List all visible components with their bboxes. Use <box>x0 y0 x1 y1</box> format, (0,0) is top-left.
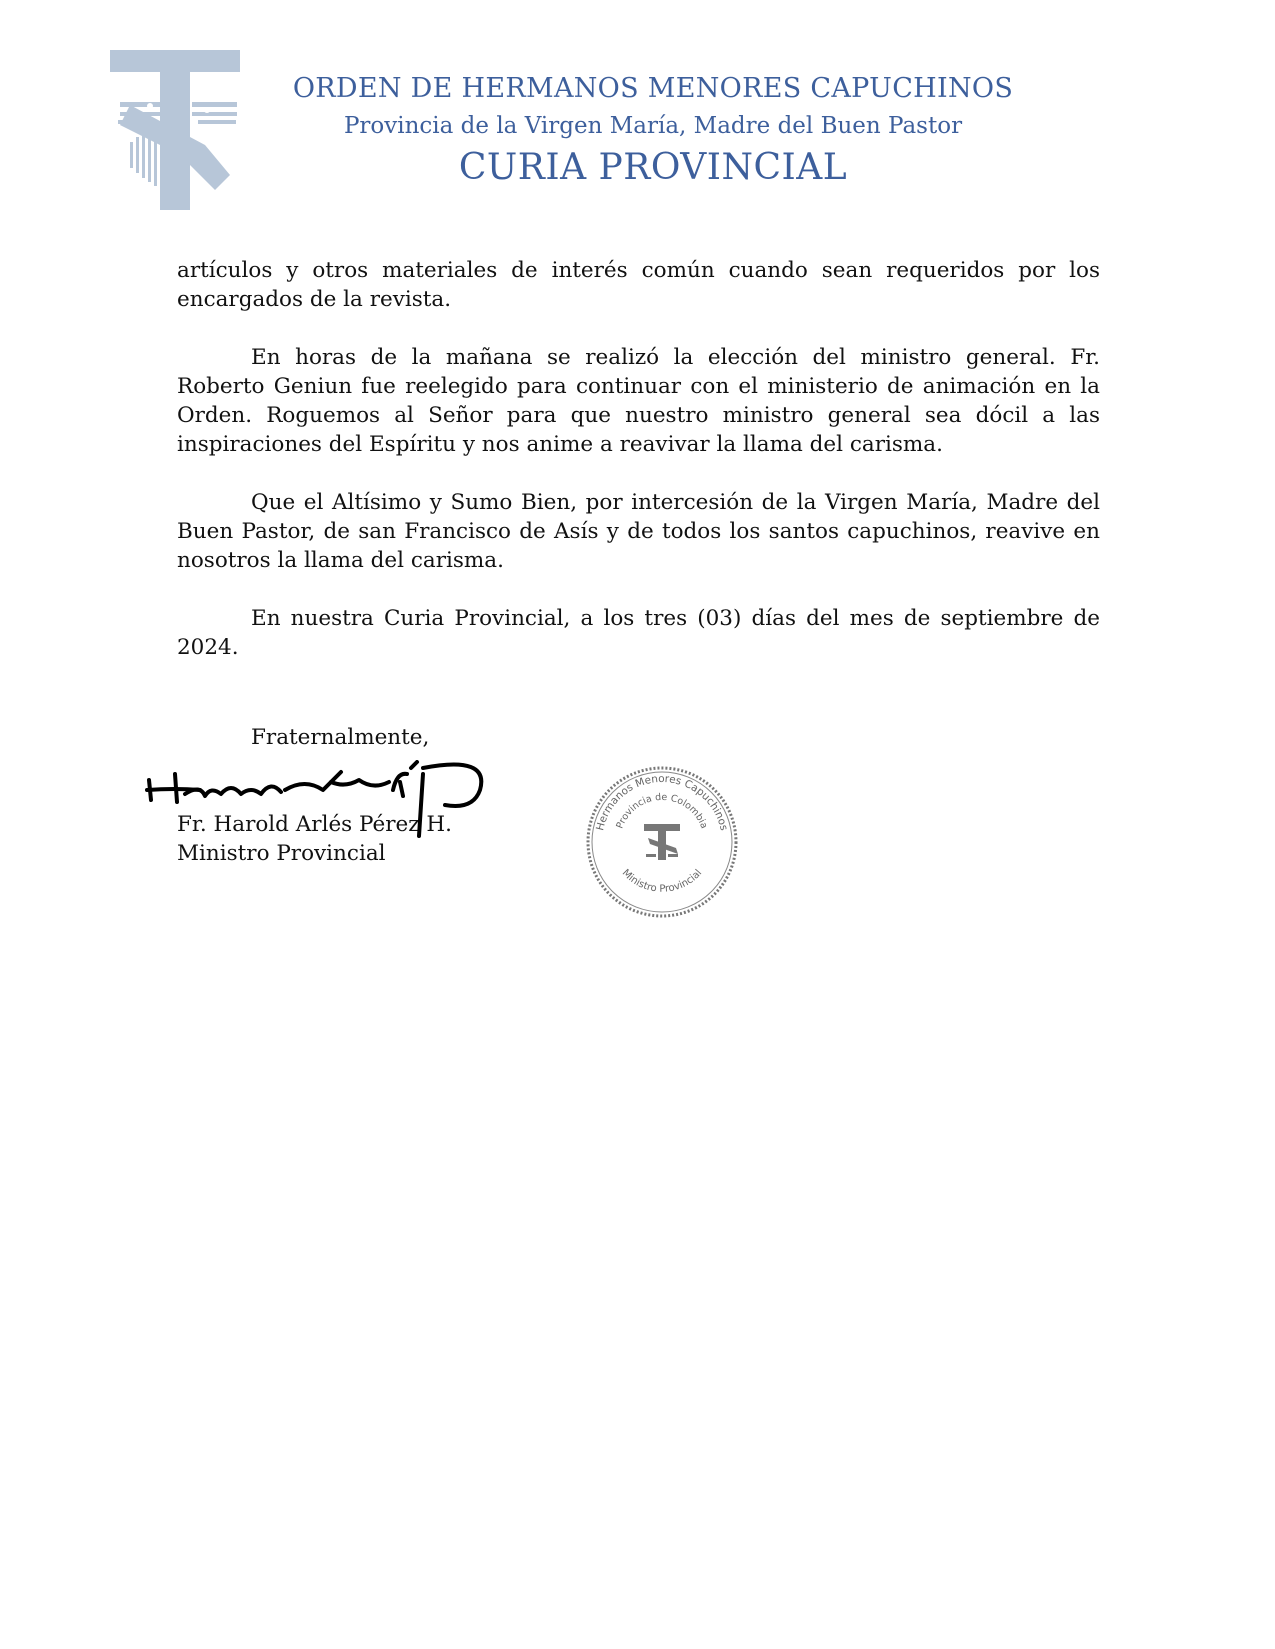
seal-top-text: Hermanos Menores Capuchinos <box>594 772 730 832</box>
closing-salutation: Fraternalmente, <box>251 725 430 750</box>
paragraph: En nuestra Curia Provincial, a los tres (03) días del mes de septiembre de 2024. <box>177 606 1100 660</box>
handwritten-signature <box>145 760 505 860</box>
seal-inner-text: Provincia de Colombia <box>614 791 710 831</box>
letterhead <box>268 70 1038 190</box>
paragraph: Que el Altísimo y Sumo Bien, por intercesión de la Virgen María, Madre del Buen Pastor, de san Francisco de Asís y de todos los santos capuchinos, reavive en nosotros la llama del carisma. <box>177 490 1100 573</box>
order-name: ORDEN DE HERMANOS MENORES CAPUCHINOS <box>292 73 1014 104</box>
signer-title: Ministro Provincial <box>177 841 386 866</box>
seal-bottom-text: Ministro Provincial <box>619 867 705 895</box>
paragraph: artículos y otros materiales de interés común cuando sean requeridos por los encargados de la revista. <box>177 258 1100 312</box>
letter-body <box>177 256 1100 691</box>
seal-tau-icon <box>644 824 680 860</box>
paragraph: En horas de la mañana se realizó la elección del ministro general. Fr. Roberto Geniun fue reelegido para continuar con el ministerio de animación en la Orden. Roguemos al Señor para que nuestro ministro general sea dócil a las inspiraciones del Espíritu y nos anime a reavivar la llama del carisma. <box>177 345 1100 457</box>
curia-title: CURIA PROVINCIAL <box>458 147 848 188</box>
signer-name: Fr. Harold Arlés Pérez H. <box>177 812 453 837</box>
capuchin-tau-logo <box>110 50 245 210</box>
province-name: Provincia de la Virgen María, Madre del Buen Pastor <box>343 113 963 139</box>
ministry-seal <box>582 762 742 922</box>
